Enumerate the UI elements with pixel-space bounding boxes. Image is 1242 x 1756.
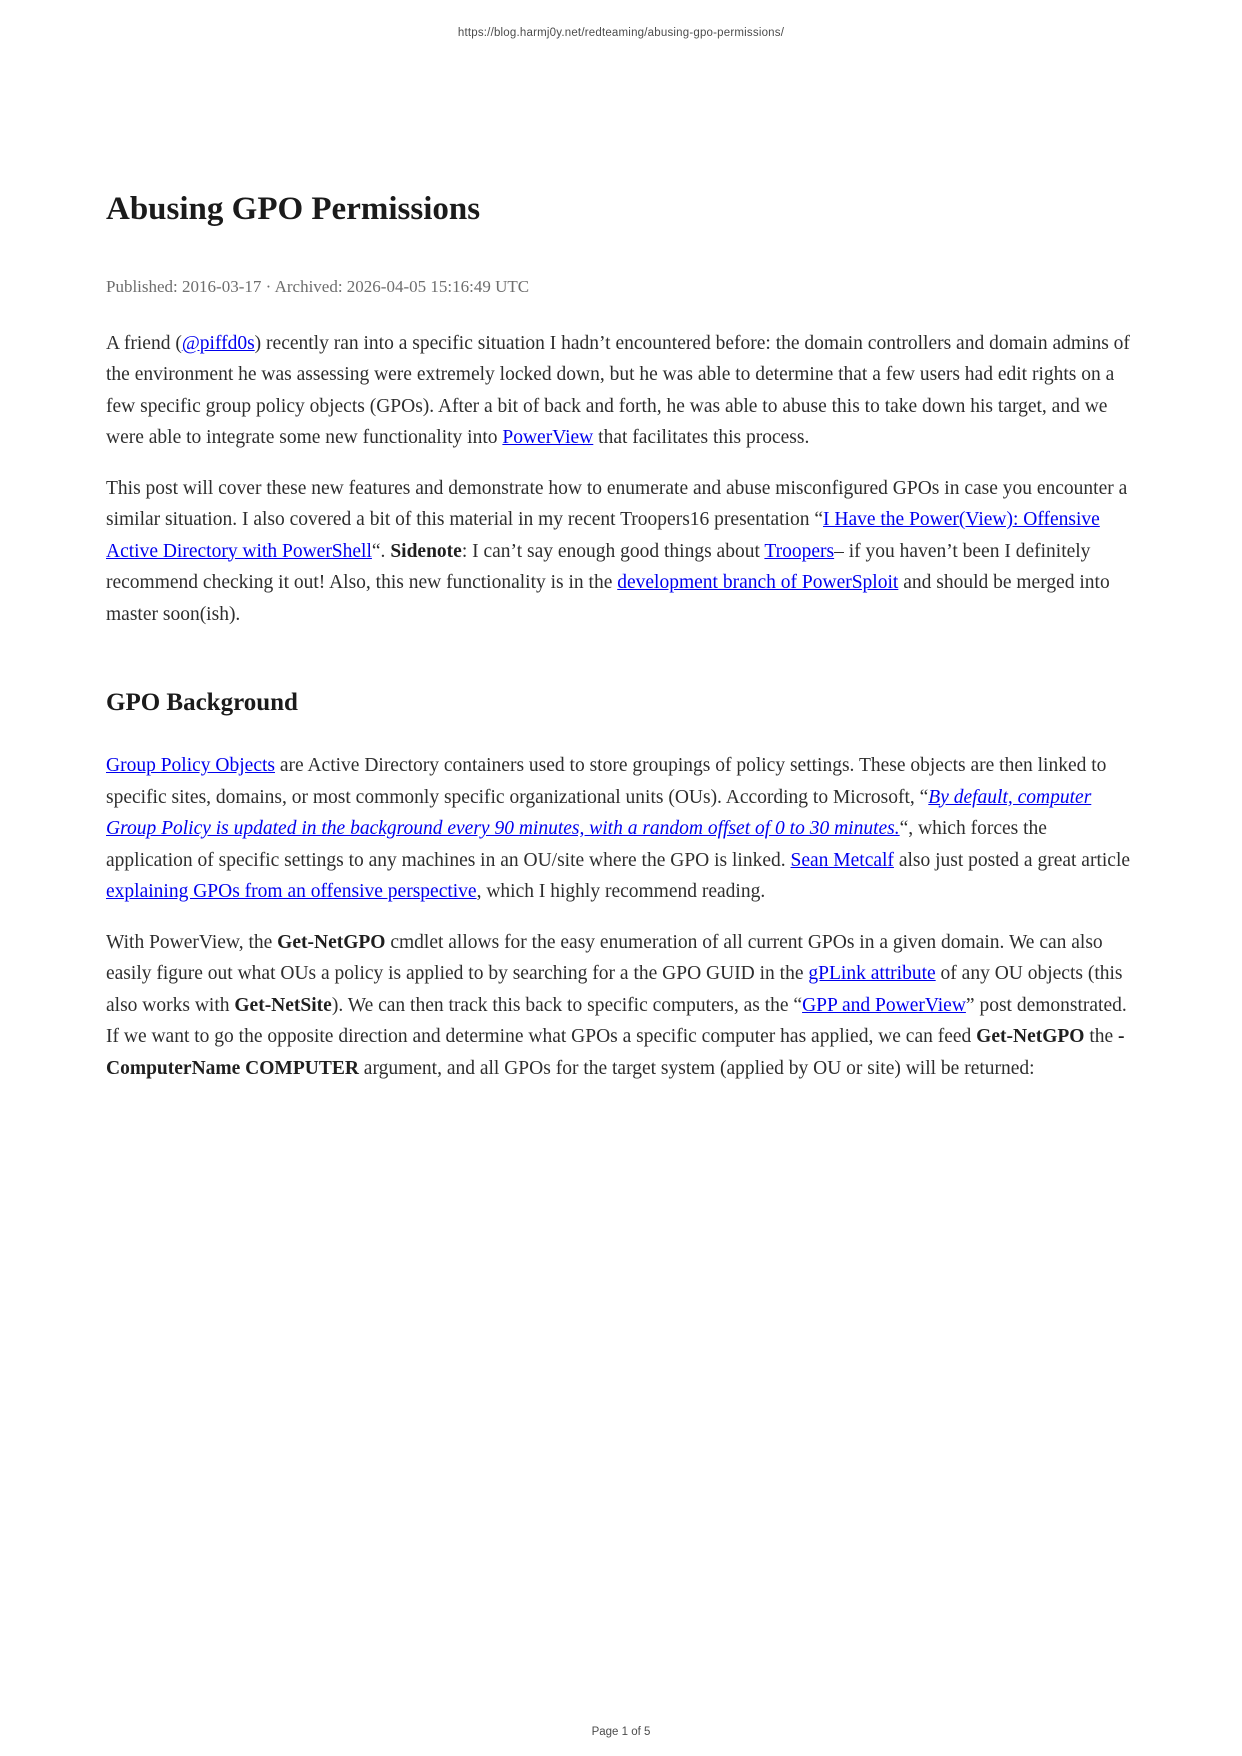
article-meta: Published: 2016-03-17 · Archived: 2026-04-05 15:16:49 UTC [106, 276, 530, 296]
paragraph-overview [106, 473, 1138, 631]
link-gpp-and-powerview[interactable]: GPP and PowerView [802, 994, 966, 1016]
text-run: : I can’t say enough good things about [461, 540, 765, 562]
link-powerview[interactable]: PowerView [502, 427, 594, 449]
link-group-policy-objects[interactable]: Group Policy Objects [106, 755, 275, 777]
page-title: Abusing GPO Permissions [106, 191, 481, 227]
text-run: ” post demonstrated. If we want to go the opposite direction and determine what GPOs a specific computer has applied, we can feed [106, 994, 1127, 1048]
bold-sidenote: Sidenote [390, 540, 462, 562]
text-run: argument, and all GPOs for the target system (applied by OU or site) will be returned: [358, 1057, 1035, 1079]
page-footer: Page 1 of 5 [591, 1726, 651, 1738]
bold-get-netgpo: Get-NetGPO [976, 1026, 1085, 1048]
text-run: cmdlet allows for the easy enumeration of all current GPOs in a given domain. We can also easily figure out what OUs a policy is applied to by searching for a the GPO GUID in the [106, 931, 1103, 985]
text-run: are Active Directory containers used to store groupings of policy settings. These objects are then linked to specific sites, domains, or most commonly specific organizational units (OUs). According to Microsoft, “ [106, 755, 1107, 808]
text-run: With PowerView, the [106, 931, 278, 953]
text-run: “, which forces the application of specific settings to any machines in an OU/site where the GPO is linked. [106, 818, 1047, 871]
text-run: of any OU objects (this also works with [106, 963, 1123, 1016]
paragraph-powerview-getnetgpo [106, 927, 1138, 1085]
text-run: that facilitates this process. [593, 427, 810, 449]
link-powersploit-dev-branch[interactable]: development branch of PowerSploit [617, 572, 899, 594]
link-explaining-gpos-offensive[interactable]: explaining GPOs from an offensive perspective [106, 881, 477, 903]
link-troopers[interactable]: Troopers [764, 540, 835, 562]
text-run: and should be merged into master soon(ish). [106, 572, 1110, 625]
text-run: A friend ( [106, 332, 182, 354]
link-microsoft-gp-refresh-quote[interactable]: By default, computer Group Policy is updated in the background every 90 minutes, with a random offset of 0 to 30 minutes. [106, 786, 1092, 840]
bold-get-netsite: Get-NetSite [234, 994, 332, 1016]
link-piffd0s[interactable]: @piffd0s [181, 332, 255, 354]
text-run: ). We can then track this back to specific computers, as the “ [331, 994, 803, 1016]
text-run: , which I highly recommend reading. [476, 881, 766, 903]
link-gplink-attribute[interactable]: gPLink attribute [808, 963, 936, 985]
paragraph-gpo-background [106, 750, 1138, 908]
article-content [106, 190, 1138, 1103]
text-run: also just posted a great article [893, 849, 1131, 871]
bold-computername-argument: -ComputerName COMPUTER [106, 1026, 1125, 1079]
bold-get-netgpo: Get-NetGPO [277, 931, 386, 953]
section-heading-gpo-background: GPO Background [106, 689, 298, 717]
page-header-url: https://blog.harmj0y.net/redteaming/abusing-gpo-permissions/ [457, 27, 785, 39]
text-run: This post will cover these new features and demonstrate how to enumerate and abuse misconfigured GPOs in case you encounter a similar situation. I also covered a bit of this material in my recent Troopers16 presentation “ [106, 477, 1128, 531]
link-troopers16-presentation[interactable]: I Have the Power(View): Offensive Active Directory with PowerShell [106, 509, 1100, 562]
link-sean-metcalf[interactable]: Sean Metcalf [790, 849, 894, 871]
text-run: “. [371, 540, 391, 562]
paragraph-intro [106, 328, 1138, 454]
text-run: ) recently ran into a specific situation I hadn’t encountered before: the domain controllers and domain admins of the environment he was assessing were extremely locked down, but he was able to determine that a few users had edit rights on a few specific group policy objects (GPOs). After a bit of back and forth, he was able to abuse this to take down his target, and we were able to integrate some new functionality into [106, 332, 1130, 449]
text-run: – if you haven’t been I definitely recommend checking it out! Also, this new functionality is in the [106, 540, 1091, 594]
text-run: the [1084, 1026, 1119, 1048]
